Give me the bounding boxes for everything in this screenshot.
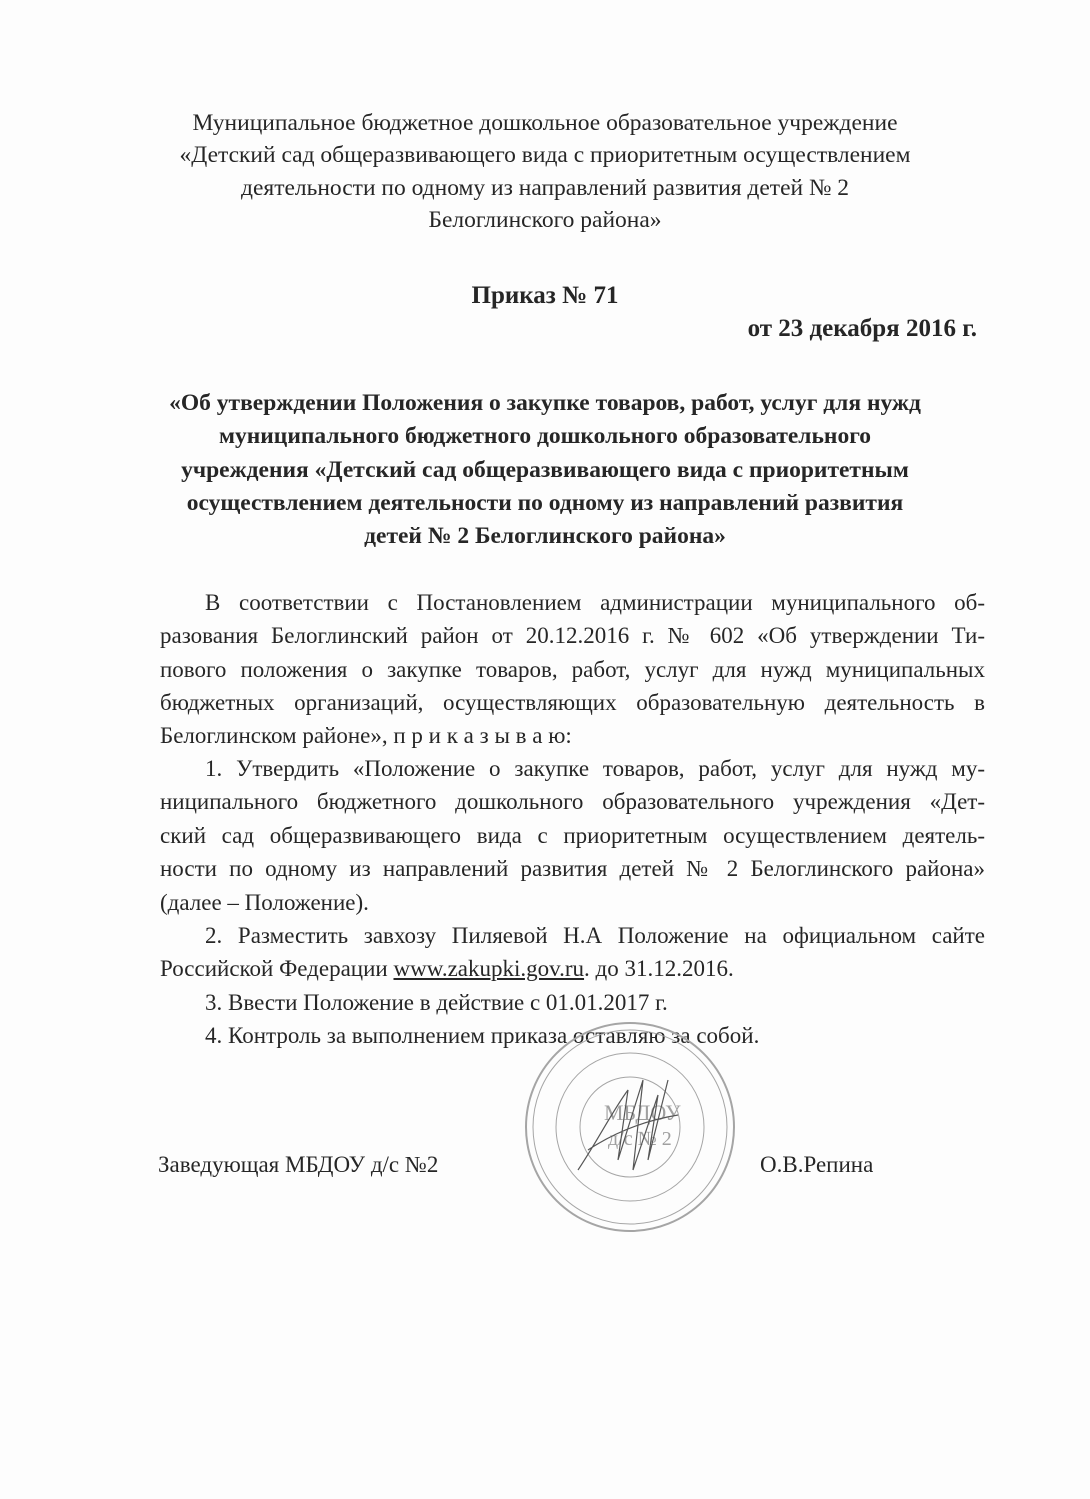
item1-line: (далее – Положение). — [160, 890, 369, 915]
header-line: Белоглинского района» — [428, 207, 662, 233]
order-title: Приказ № 71 — [471, 282, 619, 309]
item2-line — [160, 956, 734, 982]
subject-line: муниципального бюджетного дошкольного образовательного — [218, 423, 872, 449]
preamble-line: Белоглинском районе», п р и к а з ы в а ю: — [160, 723, 572, 748]
signature-name: О.В.Репина — [760, 1152, 874, 1177]
item1-line: 1. Утвердить «Положение о закупке товаров, работ, услуг для нужд му- — [205, 756, 985, 781]
item1-line: ниципального бюджетного дошкольного образовательного учреждения «Дет- — [160, 789, 985, 814]
item2-text: Российской Федерации — [160, 956, 388, 981]
svg-text:д/с № 2: д/с № 2 — [608, 1128, 672, 1150]
subject-line: учреждения «Детский сад общеразвивающего вида с приоритетным — [181, 457, 909, 483]
header-line: «Детский сад общеразвивающего вида с приоритетным осуществлением — [179, 142, 911, 168]
preamble-line: пового положения о закупке товаров, работ, услуг для нужд муниципальных — [160, 657, 985, 682]
item1-line: ности по одному из направлений развития детей № 2 Белоглинского района» — [160, 856, 985, 881]
header-line: деятельности по одному из направлений развития детей № 2 — [241, 175, 849, 201]
item1-line: ский сад общеразвивающего вида с приоритетным осуществлением деятель- — [160, 823, 985, 848]
item4-line: 4. Контроль за выполнением приказа оставляю за собой. — [205, 1023, 760, 1048]
official-stamp — [518, 1020, 743, 1235]
zakupki-link[interactable]: www.zakupki.gov.ru — [393, 956, 585, 981]
item2-deadline: . до 31.12.2016. — [584, 956, 734, 981]
item3-line: 3. Ввести Положение в действие с 01.01.2017 г. — [205, 990, 668, 1015]
item2-line: 2. Разместить завхозу Пиляевой Н.А Положение на официальном сайте — [205, 923, 985, 948]
preamble-line: разования Белоглинский район от 20.12.2016 г. № 602 «Об утверждении Ти- — [160, 623, 985, 648]
subject-line: «Об утверждении Положения о закупке товаров, работ, услуг для нужд — [169, 390, 921, 416]
subject-line: детей № 2 Белоглинского района» — [364, 523, 726, 549]
preamble-line: бюджетных организаций, осуществляющих образовательную деятельность в — [160, 690, 985, 715]
signature-position: Заведующая МБДОУ д/с №2 — [158, 1152, 439, 1177]
order-date: от 23 декабря 2016 г. — [747, 315, 977, 342]
subject-line: осуществлением деятельности по одному из направлений развития — [186, 490, 904, 516]
header-line: Муниципальное бюджетное дошкольное образовательное учреждение — [192, 110, 898, 136]
preamble-line: В соответствии с Постановлением администрации муниципального об- — [205, 590, 985, 615]
svg-text:МБДОУ: МБДОУ — [604, 1100, 681, 1125]
